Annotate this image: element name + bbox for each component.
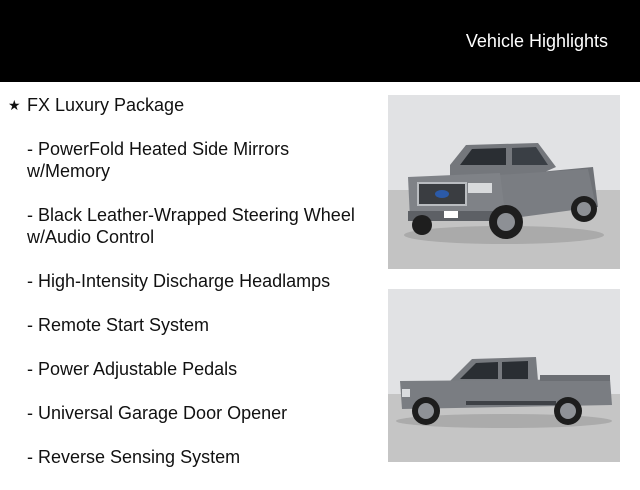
feature-item: - Reverse Sensing System bbox=[27, 447, 241, 467]
feature-item: - Universal Garage Door Opener bbox=[27, 403, 288, 423]
truck-side-profile-photo bbox=[388, 289, 620, 462]
header-bar bbox=[0, 0, 640, 82]
header-title: Vehicle Highlights bbox=[465, 31, 608, 51]
feature-item: - PowerFold Heated Side Mirrors w/Memory bbox=[27, 139, 290, 181]
feature-item: - Power Adjustable Pedals bbox=[27, 359, 238, 379]
truck-front-three-quarter-photo bbox=[388, 95, 620, 269]
feature-item: - Remote Start System bbox=[27, 315, 210, 335]
package-heading: FX Luxury Package bbox=[27, 95, 185, 115]
feature-item: - Black Leather-Wrapped Steering Wheel w/Audio Control bbox=[27, 205, 355, 247]
feature-list bbox=[27, 138, 372, 490]
star-icon: ★ bbox=[8, 97, 21, 113]
feature-item: - High-Intensity Discharge Headlamps bbox=[27, 271, 331, 291]
